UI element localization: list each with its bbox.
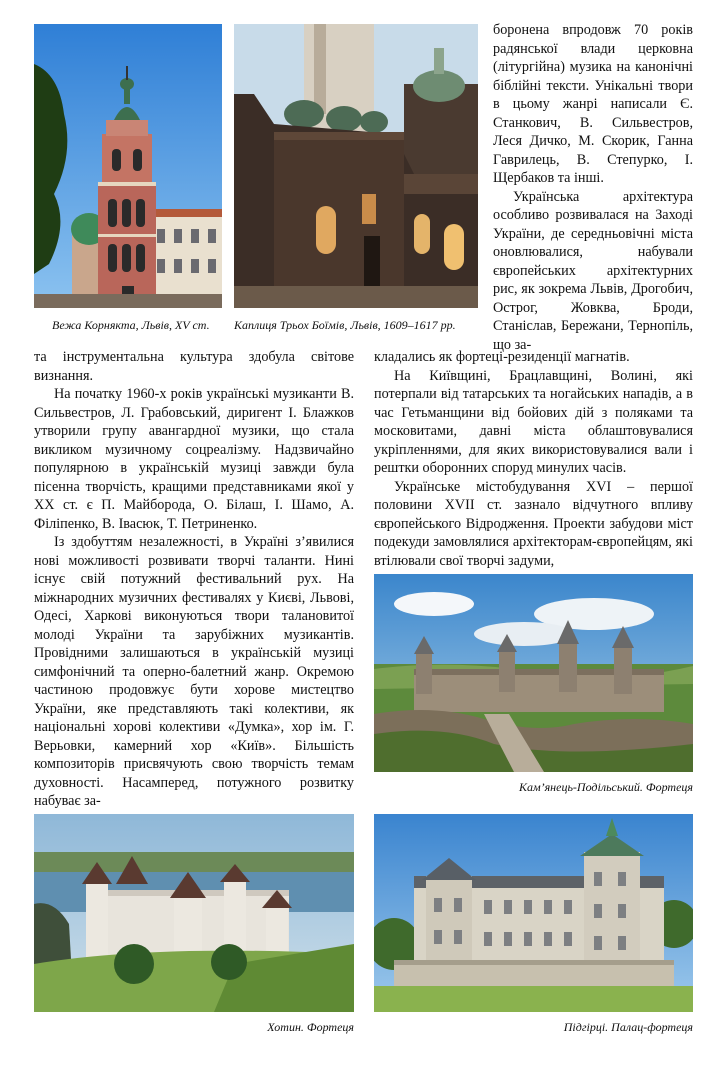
paragraph: Українське містобудування XVI – першої половини XVII ст. зазнало відчутного впливу європейського Відродження. Проекти забудови міст подекуди замовлялися архітекторам-європейцям, які втілювали свої творчі задуми, (374, 478, 693, 569)
caption-pidhirtsi: Підгірці. Палац-фортеця (563, 1020, 693, 1034)
caption-boim-chapel: Каплиця Трьох Боїмів, Львів, 1609–1617 рр. (234, 318, 456, 332)
caption-korniakt-tower: Вежа Корнякта, Львів, XV ст. (52, 318, 210, 332)
paragraph: Українська архітектура особливо розвивалася на Заході України, де середньовічні міста оновлювалися, набували європейських архітектурних рис, як зокрема Львів, Дрогобич, Острог, Жовква, Броди, Станіслав, Бережани, Тернопіль, що за- (493, 188, 693, 353)
khotyn-fortress-photo (34, 814, 354, 1012)
boim-chapel-photo (234, 24, 478, 308)
paragraph: та інструментальна культура здобула світове визнання. (34, 349, 354, 384)
paragraph: кладались як фортеці-резиденції магнатів. (374, 349, 630, 365)
paragraph: На Київщині, Брацлавщині, Волині, які потерпали від татарських та ногайських нападів, а в час Гетьманщини від бойових дій з поляками та московитами, давні міста облаштовувалися укріпленнями, для яких використовувалися вали і рештки оборонних споруд минулих часів. (374, 367, 693, 476)
left-text-column (34, 348, 354, 811)
pidhirtsi-palace-photo (374, 814, 693, 1012)
kamianets-fortress-photo (374, 574, 693, 772)
paragraph: На початку 1960-х років українські музиканти В. Сильвестров, Л. Грабовський, диригент І. Блажков утворили групу авангардної музики, що стала викликом музичному соцреалізму. Надзвичайно популярною в українській музиці завжди була пісенна творчість, кращими представниками якої у ХХ ст. є П. Майборода, О. Білаш, І. Шамо, А. Філіпенко, В. Івасюк, Т. Петриненко. (34, 386, 354, 532)
korniakt-tower-photo (34, 24, 222, 308)
right-top-text (493, 21, 693, 354)
caption-khotyn: Хотин. Фортеця (267, 1020, 354, 1034)
paragraph: боронена впродовж 70 років радянської влади церковна (літургійна) музика на канонічні біблійні тексти. Унікальні твори в цьому жанрі написали Є. Станкович, В. Сильвестров, Леся Дичко, М. Скорик, Ганна Гаврилець, В. Степурко, І. Щербаков та інші. (493, 22, 693, 186)
caption-kamianets: Кам’янець-Подільський. Фортеця (518, 780, 693, 794)
right-text-column (374, 348, 693, 570)
paragraph: Із здобуттям незалежності, в Україні з’явилися нові можливості розвивати творчі таланти. Нині існує свій потужний фестивальний рух. На міжнародних музичних фестивалях у Києві, Львові, Одесі, Харкові виконуються твори талановитої молоді України та зарубіжних музикантів. Провідними залишаються в українській музиці симфонічний та оперно-балетний жанр. Окремою частиною продовжує бути хорове мистецтво України, яке представляють такі колективи, як національні хорові колективи «Думка», хор ім. Г. Верьовки, камерний хор «Київ». Більшість композиторів присвячують свою творчість темам духовності. Насамперед, потужного розвитку набуває за- (34, 534, 354, 809)
